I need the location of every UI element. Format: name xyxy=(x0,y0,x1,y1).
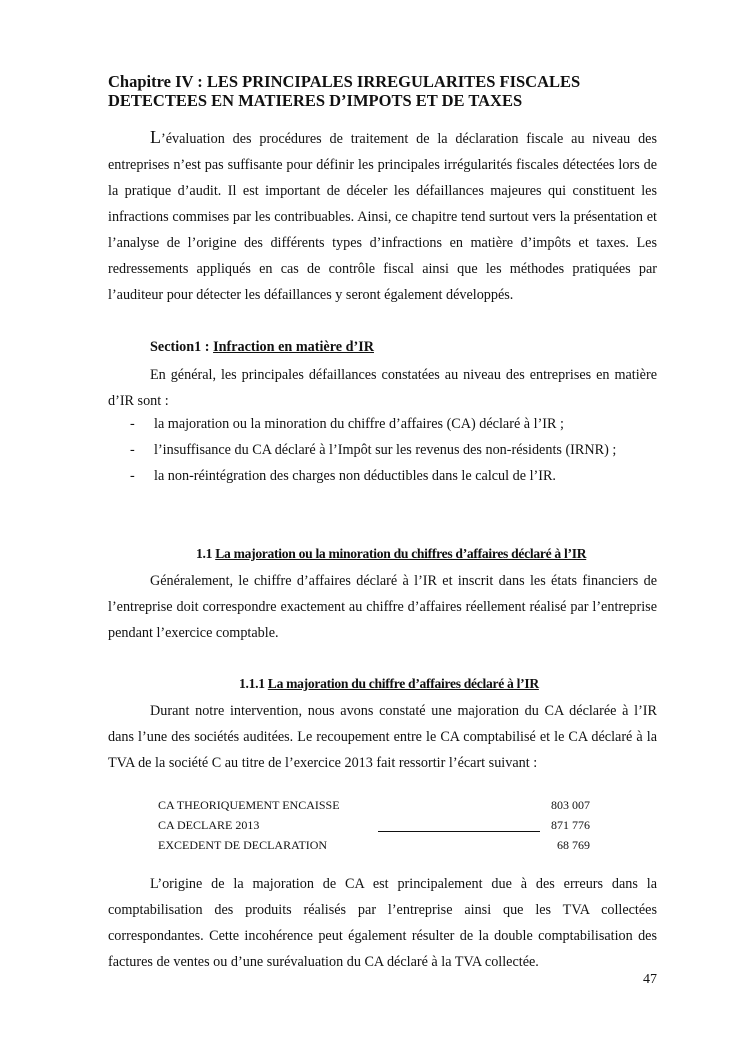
intro-text: ’évaluation des procédures de traitement de la déclaration fiscale au niveau des entreprises n’est pas suffisante pour définir les principales irrégularités fiscales détectées lors de la pratique d’audit. Il est important de déceler les défaillances majeures qui constituent les infractions commises par les contribuables. Ainsi, ce chapitre tend surtout vers la présentation et l’analyse de l’origine des différents types d’infractions en matière d’impôts et taxes. Les redressements appliqués en cas de contrôle fiscal ainsi que les méthodes pratiquées par l’auditeur pour détecter les défaillances y seront également développés. xyxy=(108,131,657,303)
subsection-1-1-heading xyxy=(196,546,586,562)
section1-title: Infraction en matière d’IR xyxy=(213,339,374,355)
list-item-text: l’insuffisance du CA déclaré à l’Impôt sur les revenus des non-résidents (IRNR) ; xyxy=(154,442,617,458)
section1-intro xyxy=(108,362,657,414)
ca-reconciliation-table xyxy=(158,795,606,855)
intro-paragraph xyxy=(108,124,657,308)
subsection-1-1-text: Généralement, le chiffre d’affaires déclaré à l’IR et inscrit dans les états financiers de l’entreprise doit correspondre exactement au chiffre d’affaires réellement réalisé par l’entreprise pendant l’exercice comptable. xyxy=(108,573,657,641)
section1-heading xyxy=(150,339,374,356)
table-cell-value: 871 776 xyxy=(551,817,590,832)
chapter-title: Chapitre IV : LES PRINCIPALES IRREGULARITES FISCALES DETECTEES EN MATIERES D’IMPOTS ET DE TAXES xyxy=(108,72,581,110)
list-item: - la non-réintégration des charges non déductibles dans le calcul de l’IR. xyxy=(130,468,556,484)
list-item: - la majoration ou la minoration du chiffre d’affaires (CA) déclaré à l’IR ; xyxy=(130,416,564,432)
table-cell-value: 68 769 xyxy=(557,837,590,852)
total-rule-divider xyxy=(378,831,540,832)
section1-bullet-list xyxy=(108,411,657,489)
table-cell-label: CA DECLARE 2013 xyxy=(158,817,260,832)
closing-text: L’origine de la majoration de CA est principalement due à des erreurs dans la comptabilisation des produits réalisés par l’entreprise ainsi que les TVA collectées correspondantes. Cette incohérence peut également résulter de la double comptabilisation des factures de ventes ou d’une surévaluation du CA déclaré à la TVA collectée. xyxy=(108,876,657,970)
subsection-1-1-1-heading xyxy=(239,676,539,692)
subsection-1-1-1-text: Durant notre intervention, nous avons constaté une majoration du CA déclarée à l’IR dans l’une des sociétés auditées. Le recoupement entre le CA comptabilisé et le CA déclaré à la TVA de la société C au titre de l’exercice 2013 fait ressortir l’écart suivant : xyxy=(108,703,657,771)
subsection-1-1-number: 1.1 xyxy=(196,546,216,561)
list-item: - l’insuffisance du CA déclaré à l’Impôt sur les revenus des non-résidents (IRNR) ; xyxy=(130,442,617,458)
page-number: 47 xyxy=(643,972,657,987)
subsection-1-1-title: La majoration ou la minoration du chiffres d’affaires déclaré à l’IR xyxy=(215,546,587,561)
subsection-1-1-paragraph xyxy=(108,568,657,646)
table-row xyxy=(158,795,606,815)
table-cell-label: EXCEDENT DE DECLARATION xyxy=(158,837,328,852)
section1-prefix: Section1 : xyxy=(150,339,214,355)
section1-intro-text: En général, les principales défaillances constatées au niveau des entreprises en matière d’IR sont : xyxy=(108,367,657,409)
subsection-1-1-1-paragraph xyxy=(108,698,657,776)
table-cell-value: 803 007 xyxy=(551,797,590,812)
table-row xyxy=(158,835,606,855)
subsection-1-1-1-title: La majoration du chiffre d’affaires déclaré à l’IR xyxy=(267,676,539,691)
table-row xyxy=(158,815,606,835)
intro-dropcap: L xyxy=(150,127,161,147)
list-item-text: la non-réintégration des charges non déductibles dans le calcul de l’IR. xyxy=(154,468,556,484)
list-item-text: la majoration ou la minoration du chiffre d’affaires (CA) déclaré à l’IR ; xyxy=(154,416,564,432)
subsection-1-1-1-number: 1.1.1 xyxy=(239,676,268,691)
table-cell-label: CA THEORIQUEMENT ENCAISSE xyxy=(158,797,340,812)
closing-paragraph xyxy=(108,871,657,975)
